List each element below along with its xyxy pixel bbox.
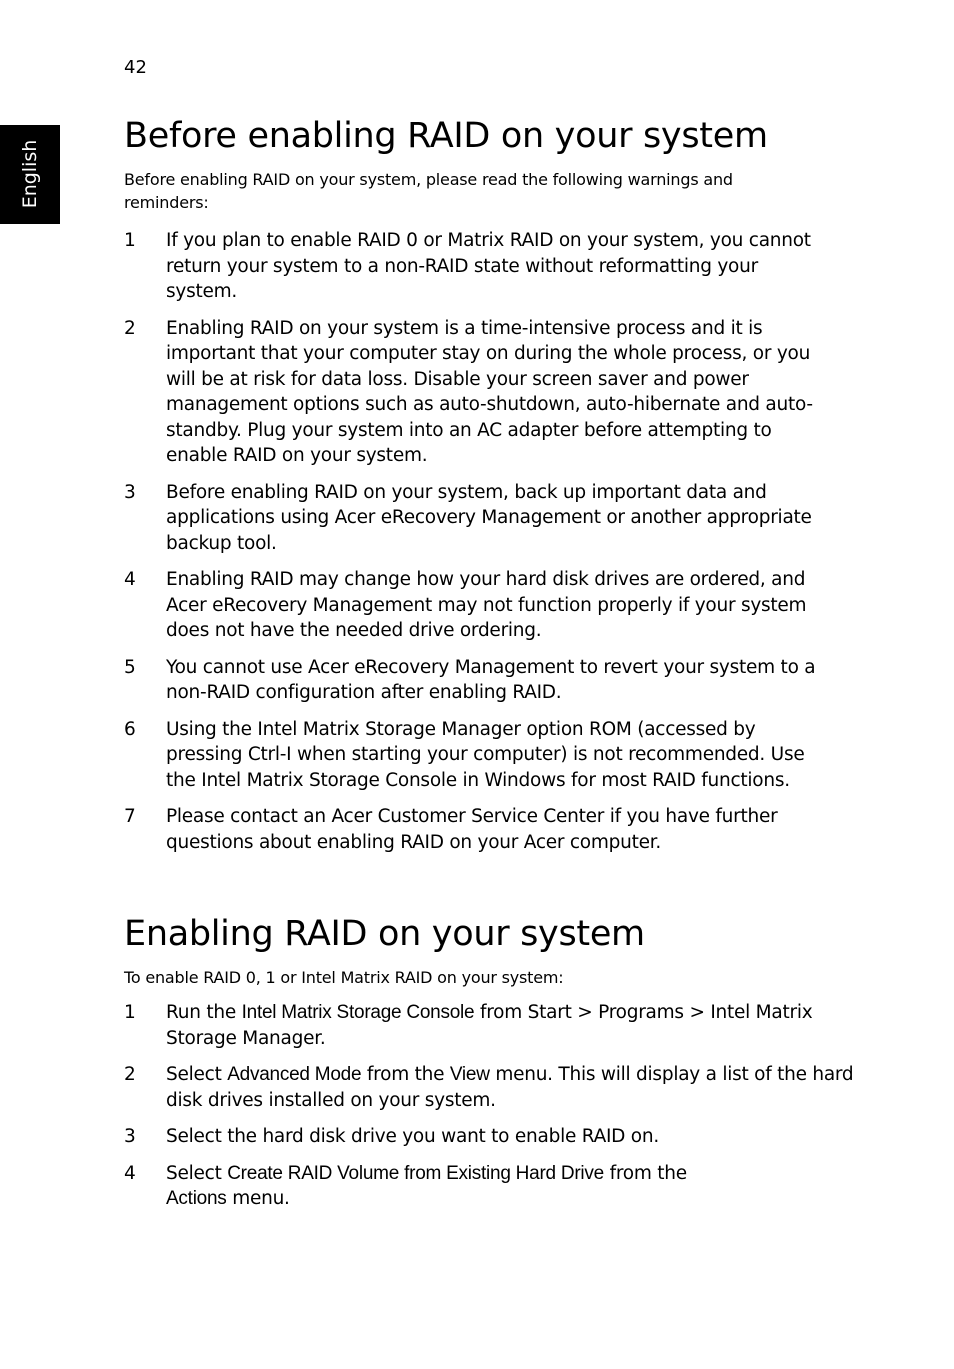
- ui-term-actions-menu: Actions: [166, 1188, 227, 1209]
- item-text-prefix: Select: [166, 1162, 228, 1184]
- steps-list: [124, 1000, 884, 1212]
- list-item: [124, 316, 824, 469]
- list-item: [124, 228, 824, 305]
- item-text-suffix: menu.: [226, 1188, 290, 1209]
- item-text-prefix: Select: [166, 1064, 228, 1085]
- item-number: 1: [124, 230, 136, 251]
- item-number: 7: [124, 806, 136, 827]
- item-text-middle: from the: [603, 1162, 687, 1184]
- item-number: 3: [124, 481, 136, 503]
- list-item: [124, 1062, 884, 1113]
- item-text-suffix: menu. This will display a list of the hard disk drives installed on your system.: [166, 1064, 854, 1111]
- item-text: Enabling RAID on your system is a time-intensive process and it is important that your computer stay on during the whole process, or you will be at risk for data loss. Disable your screen saver and power management options such as auto-shutdown, auto-hibernate and auto-standby. Plug your system into an AC adapter before attempting to enable RAID on your system.: [166, 317, 813, 466]
- item-text-suffix: from Start > Programs > Intel Matrix Storage Manager.: [166, 1002, 813, 1049]
- item-text: Please contact an Acer Customer Service Center if you have further questions about enabling RAID on your Acer computer.: [166, 806, 778, 853]
- ui-term-console: Intel Matrix Storage Console: [241, 1002, 475, 1023]
- item-text: Before enabling RAID on your system, back up important data and applications using Acer eRecovery Management or another appropriate backup tool.: [166, 481, 812, 554]
- list-item: [124, 567, 824, 644]
- ui-term-create-raid-volume: Create RAID Volume from Existing Hard Drive: [227, 1162, 604, 1184]
- item-number: 5: [124, 656, 136, 678]
- list-item: [124, 717, 824, 794]
- page-number: 42: [124, 57, 147, 78]
- item-number: 4: [124, 569, 136, 590]
- ui-term-view-menu: View: [449, 1064, 490, 1085]
- list-item: [124, 1000, 884, 1051]
- item-text: If you plan to enable RAID 0 or Matrix RAID on your system, you cannot return your system to a non-RAID state without reformatting your system.: [166, 230, 811, 302]
- before-enabling-raid-section: [124, 116, 884, 866]
- section-title: Before enabling RAID on your system: [124, 116, 768, 156]
- item-number: 1: [124, 1002, 136, 1023]
- item-text-prefix: Run the: [166, 1002, 242, 1023]
- list-item: [124, 655, 824, 706]
- item-number: 6: [124, 718, 136, 740]
- section-intro: Before enabling RAID on your system, please read the following warnings and reminders:: [124, 170, 733, 212]
- item-number: 2: [124, 1064, 136, 1085]
- item-number: 2: [124, 317, 136, 339]
- item-text-middle: from the: [361, 1064, 450, 1085]
- ui-term-advanced-mode: Advanced Mode: [227, 1064, 362, 1085]
- warnings-list: [124, 228, 824, 855]
- item-text: Select the hard disk drive you want to enable RAID on.: [166, 1126, 659, 1147]
- item-number: 4: [124, 1162, 136, 1184]
- item-number: 3: [124, 1126, 136, 1147]
- item-text: You cannot use Acer eRecovery Management to revert your system to a non-RAID configuration after enabling RAID.: [166, 656, 816, 703]
- section-intro: To enable RAID 0, 1 or Intel Matrix RAID on your system:: [124, 968, 564, 987]
- language-tab-label: English: [19, 139, 41, 209]
- list-item: [124, 1161, 884, 1212]
- enabling-raid-section: [124, 914, 884, 1223]
- language-tab: [0, 125, 60, 224]
- list-item: [124, 804, 824, 855]
- section-title: Enabling RAID on your system: [124, 914, 645, 954]
- item-text: Enabling RAID may change how your hard disk drives are ordered, and Acer eRecovery Management may not function properly if your system does not have the needed drive ordering.: [166, 569, 807, 641]
- list-item: [124, 480, 824, 557]
- item-text: Using the Intel Matrix Storage Manager option ROM (accessed by pressing Ctrl-I when starting your computer) is not recommended. Use the Intel Matrix Storage Console in Windows for most RAID functions.: [166, 718, 805, 791]
- list-item: [124, 1124, 884, 1150]
